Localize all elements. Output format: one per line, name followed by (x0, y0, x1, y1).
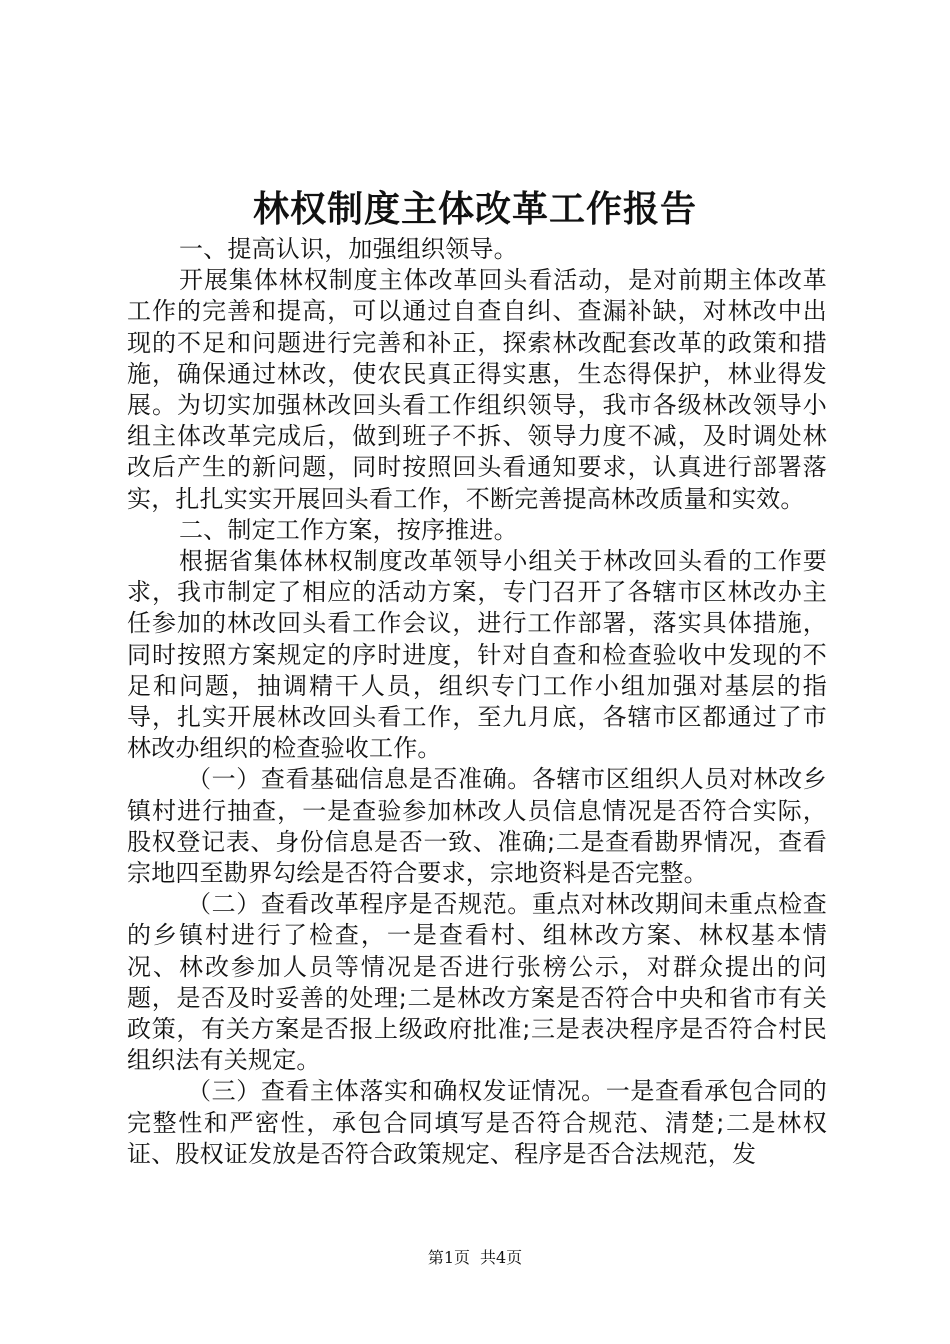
sub-item-1: （一）查看基础信息是否准确。各辖市区组织人员对林改乡镇村进行抽查，一是查验参加林改人员信息情况是否符合实际，股权登记表、身份信息是否一致、准确;二是查看勘界情况，查看宗地四至勘界勾绘是否符合要求，宗地资料是否完整。 (127, 765, 827, 888)
paragraph-2: 根据省集体林权制度改革领导小组关于林改回头看的工作要求，我市制定了相应的活动方案，专门召开了各辖市区林改办主任参加的林改回头看工作会议，进行工作部署，落实具体措施，同时按照方案规定的序时进度，针对自查和检查验收中发现的不足和问题，抽调精干人员，组织专门工作小组加强对基层的指导，扎实开展林改回头看工作，至九月底，各辖市区都通过了市林改办组织的检查验收工作。 (127, 547, 827, 763)
section-heading-1: 一、提高认识，加强组织领导。 (179, 235, 518, 263)
section-heading-2: 二、制定工作方案，按序推进。 (179, 515, 518, 544)
sub-item-2: （二）查看改革程序是否规范。重点对林改期间未重点检查的乡镇村进行了检查，一是查看村、组林改方案、林权基本情况、林改参加人员等情况是否进行张榜公示，对群众提出的问题，是否及时妥善的处理;二是林改方案是否符合中央和省市有关政策，有关方案是否报上级政府批准;三是表决程序是否符合村民组织法有关规定。 (127, 890, 827, 1075)
paragraph-1: 开展集体林权制度主体改革回头看活动，是对前期主体改革工作的完善和提高，可以通过自查自纠、查漏补缺，对林改中出现的不足和问题进行完善和补正，探索林改配套改革的政策和措施，确保通过林改，使农民真正得实惠，生态得保护，林业得发展。为切实加强林改回头看工作组织领导，我市各级林改领导小组主体改革完成后，做到班子不拆、领导力度不减，及时调处林改后产生的新问题，同时按照回头看通知要求，认真进行部署落实，扎扎实实开展回头看工作，不断完善提高林改质量和实效。 (127, 266, 827, 513)
document-title: 林权制度主体改革工作报告 (252, 188, 697, 230)
page-footer (0, 1248, 950, 1268)
sub-item-3: （三）查看主体落实和确权发证情况。一是查看承包合同的完整性和严密性，承包合同填写是否符合规范、清楚;二是林权证、股权证发放是否符合政策规定、程序是否合法规范，发 (127, 1077, 827, 1168)
document-body (127, 234, 827, 1170)
page-number: 第1页 (427, 1248, 470, 1267)
page-total: 共4页 (480, 1248, 523, 1267)
